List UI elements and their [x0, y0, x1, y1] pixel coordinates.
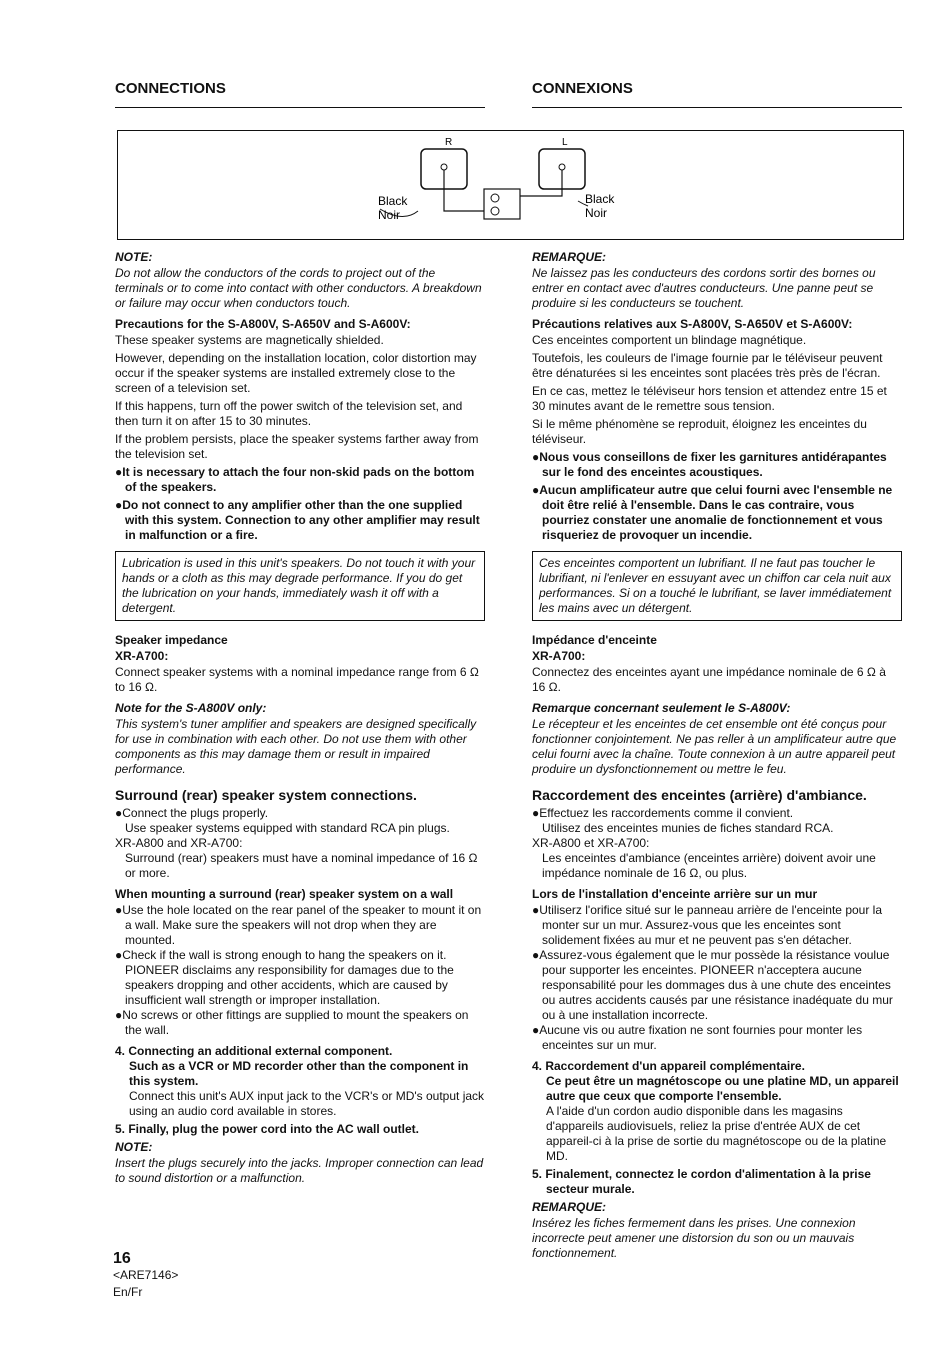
bullet-item: ●Assurez-vous également que le mur possède la résistance voulue pour supporter les enceintes. PIONEER n'acceptera aucune responsabilité pour les dommages dus à une chute des enceintes ou autres accidents causés par une résistance inadéquate du mur ou à une installation incorrecte. [532, 948, 893, 1022]
page-footer [113, 1250, 178, 1301]
label-black-left: Black [378, 194, 408, 208]
right-cord [444, 170, 484, 211]
step-4-detail: Ce peut être un magnétoscope ou une platine MD, un appareil autre que ceux que comporte l'ensemble. [546, 1074, 899, 1103]
impedance-text: Connectez des enceintes ayant une impédance nominale de 6 Ω à 16 Ω. [532, 665, 886, 694]
speaker-connection-diagram [117, 130, 904, 240]
bullet-item: ●Utiliserz l'orifice situé sur le panneau arrière de l'enceinte pour la monter sur un mur. Assurez-vous que les enceintes sont solidement fixées au mur et ne peuvent pas s'en détacher. [532, 903, 883, 947]
page-number: 16 [113, 1250, 131, 1267]
paragraph: If the problem persists, place the speaker systems farther away from the television set. [115, 432, 479, 461]
note2-heading: Remarque concernant seulement le S-A800V: [532, 701, 791, 715]
wall-heading: When mounting a surround (rear) speaker system on a wall [115, 887, 454, 901]
step-4-text: A l'aide d'un cordon audio disponible dans les magasins d'appareils audiovisuels, reliez la prise d'entrée AUX de cet appareil-ci à la prise de sortie du magnétoscope ou de la platine MD. [546, 1104, 887, 1163]
connection-illustration [118, 131, 903, 239]
paragraph: Les enceintes d'ambiance (enceintes arrière) doivent avoir une impédance nominale de 16 Ω, ou plus. [542, 851, 876, 880]
step-4: 4. Raccordement d'un appareil complémentaire. [532, 1059, 805, 1073]
document-code: <ARE7146> [113, 1268, 179, 1282]
step-5: 5. Finally, plug the power cord into the AC wall outlet. [115, 1122, 420, 1136]
label-noir-left: Noir [378, 208, 401, 222]
note-heading: NOTE: [115, 250, 153, 264]
paragraph: Toutefois, les couleurs de l'image fournie par le téléviseur peuvent être dénaturées si les enceintes sont placées très près de l'écran. [532, 351, 883, 380]
note-text: Ne laissez pas les conducteurs des cordons sortir des bornes ou entrer en contact avec d'autres conducteurs. Une panne peut se produire si les conducteurs se touchent. [532, 266, 876, 310]
language-code: En/Fr [113, 1285, 143, 1299]
lubrication-box [115, 551, 485, 621]
note2-text: This system's tuner amplifier and speakers are designed specifically for use in combination with each other. Do not use them with other components as this may damage them or result in impaired performance. [115, 717, 477, 776]
label-noir-right: Noir [585, 206, 608, 220]
bullet-item: ●Nous vous conseillons de fixer les garnitures antidérapantes sur le fond des enceintes acoustiques. [532, 450, 887, 479]
label-l: L [562, 137, 568, 148]
impedance-text: Connect speaker systems with a nominal impedance range from 6 Ω to 16 Ω. [115, 665, 479, 694]
paragraph: En ce cas, mettez le téléviseur hors tension et attendez entre 15 et 30 minutes avant de le remettre sous tension. [532, 384, 887, 413]
paragraph: If this happens, turn off the power switch of the television set, and then turn it on after 15 to 30 minutes. [115, 399, 463, 428]
english-body [115, 250, 485, 1189]
bullet-item: ●Connect the plugs properly. [115, 806, 269, 820]
bullet-item: ●Effectuez les raccordements comme il convient. [532, 806, 794, 820]
label-r: R [445, 137, 453, 148]
impedance-heading: Speaker impedance [115, 633, 228, 647]
plug-block [484, 189, 520, 219]
note-heading: REMARQUE: [532, 250, 606, 264]
label-black-right: Black [585, 192, 615, 206]
step-4: 4. Connecting an additional external component. [115, 1044, 393, 1058]
right-terminal-screw [441, 164, 447, 170]
note3-heading: NOTE: [115, 1140, 153, 1154]
paragraph: XR-A800 et XR-A700: [532, 836, 650, 850]
note-text: Do not allow the conductors of the cords to project out of the terminals or to come into contact with other conductors. A breakdown or failure may occur when conductors touch. [115, 266, 482, 310]
bullet-item: ●Use the hole located on the rear panel of the speaker to mount it on a wall. Make sure the speakers will not drop when they are mounted. [115, 903, 482, 947]
bullet-item: ●Check if the wall is strong enough to hang the speakers on it. PIONEER disclaims any responsibility for damages due to the speakers dropping and other accidents, which are caused by insufficient wall strength or improper installation. [115, 948, 454, 1007]
lubrication-text: Lubrication is used in this unit's speakers. Do not touch it with your hands or a cloth as this may degrade performance. If you do get the lubrication on your hands, immediately wash it off with a detergent. [122, 556, 476, 615]
step-4-detail: Such as a VCR or MD recorder other than the component in this system. [129, 1059, 469, 1088]
paragraph: XR-A800 and XR-A700: [115, 836, 243, 850]
french-column [532, 80, 902, 108]
section-title-en: CONNECTIONS [115, 80, 485, 108]
precautions-heading: Précautions relatives aux S-A800V, S-A650V et S-A600V: [532, 317, 853, 331]
impedance-model: XR-A700: [115, 649, 169, 663]
bullet-item: ●Aucun amplificateur autre que celui fourni avec l'ensemble ne doit être relié à l'ensemble. Dans le cas contraire, vous pourriez constater une anomalie de fonctionnement et vous risqueriez de provoquer un incendie. [532, 483, 893, 542]
step-4-text: Connect this unit's AUX input jack to the VCR's or MD's output jack using an audio cord available in stores. [129, 1089, 485, 1118]
surround-heading: Raccordement des enceintes (arrière) d'ambiance. [532, 787, 867, 803]
lubrication-box [532, 551, 902, 621]
note2-text: Le récepteur et les enceintes de cet ensemble ont été conçus pour fonctionner conjointement. Ne pas reller à un amplificateur autre que celui fourni avec la chaîne. Toute connexion à un autre appareil peut produire un dysfonctionnement ou mettre le feu. [532, 717, 897, 776]
paragraph: Surround (rear) speakers must have a nominal impedance of 16 Ω or more. [125, 851, 478, 880]
bullet-item: ●No screws or other fittings are supplied to mount the speakers on the wall. [115, 1008, 469, 1037]
paragraph: Use speaker systems equipped with standard RCA pin plugs. [125, 821, 450, 835]
bullet-item: ●It is necessary to attach the four non-skid pads on the bottom of the speakers. [115, 465, 475, 494]
note3-text: Insérez les fiches fermement dans les prises. Une connexion incorrecte peut amener une distorsion du son ou un mauvais fonctionnement. [532, 1216, 856, 1260]
french-body [532, 250, 902, 1264]
impedance-heading: Impédance d'enceinte [532, 633, 657, 647]
precautions-heading: Precautions for the S-A800V, S-A650V and S-A600V: [115, 317, 411, 331]
note3-text: Insert the plugs securely into the jacks. Improper connection can lead to sound distortion or a malfunction. [115, 1156, 484, 1185]
bullet-item: ●Aucune vis ou autre fixation ne sont fournies pour monter les enceintes sur un mur. [532, 1023, 863, 1052]
bullet-item: ●Do not connect to any amplifier other than the one supplied with this system. Connection to any other amplifier may result in malfunction or a fire. [115, 498, 480, 542]
left-terminal-screw [559, 164, 565, 170]
paragraph: Utilisez des enceintes munies de fiches standard RCA. [542, 821, 834, 835]
wall-heading: Lors de l'installation d'enceinte arrière sur un mur [532, 887, 818, 901]
paragraph: However, depending on the installation location, color distortion may occur if the speaker systems are installed extremely close to the screen of a television set. [115, 351, 477, 395]
section-title-fr: CONNEXIONS [532, 80, 902, 108]
step-5: 5. Finalement, connectez le cordon d'alimentation à la prise secteur murale. [532, 1167, 871, 1196]
lubrication-text: Ces enceintes comportent un lubrifiant. Il ne faut pas toucher le lubrifiant, ni l'enlever en essuyant avec un chiffon car cela nuit aux performances. Si on a touché le lubrifiant, se laver immédiatement les mains avec un détergent. [539, 556, 892, 615]
impedance-model: XR-A700: [532, 649, 586, 663]
note2-heading: Note for the S-A800V only: [115, 701, 267, 715]
english-column [115, 80, 485, 108]
paragraph: Ces enceintes comportent un blindage magnétique. [532, 333, 807, 347]
left-cord [520, 170, 562, 196]
surround-heading: Surround (rear) speaker system connections. [115, 787, 417, 803]
paragraph: Si le même phénomène se reproduit, éloignez les enceintes du téléviseur. [532, 417, 867, 446]
note3-heading: REMARQUE: [532, 1200, 606, 1214]
paragraph: These speaker systems are magnetically shielded. [115, 333, 384, 347]
